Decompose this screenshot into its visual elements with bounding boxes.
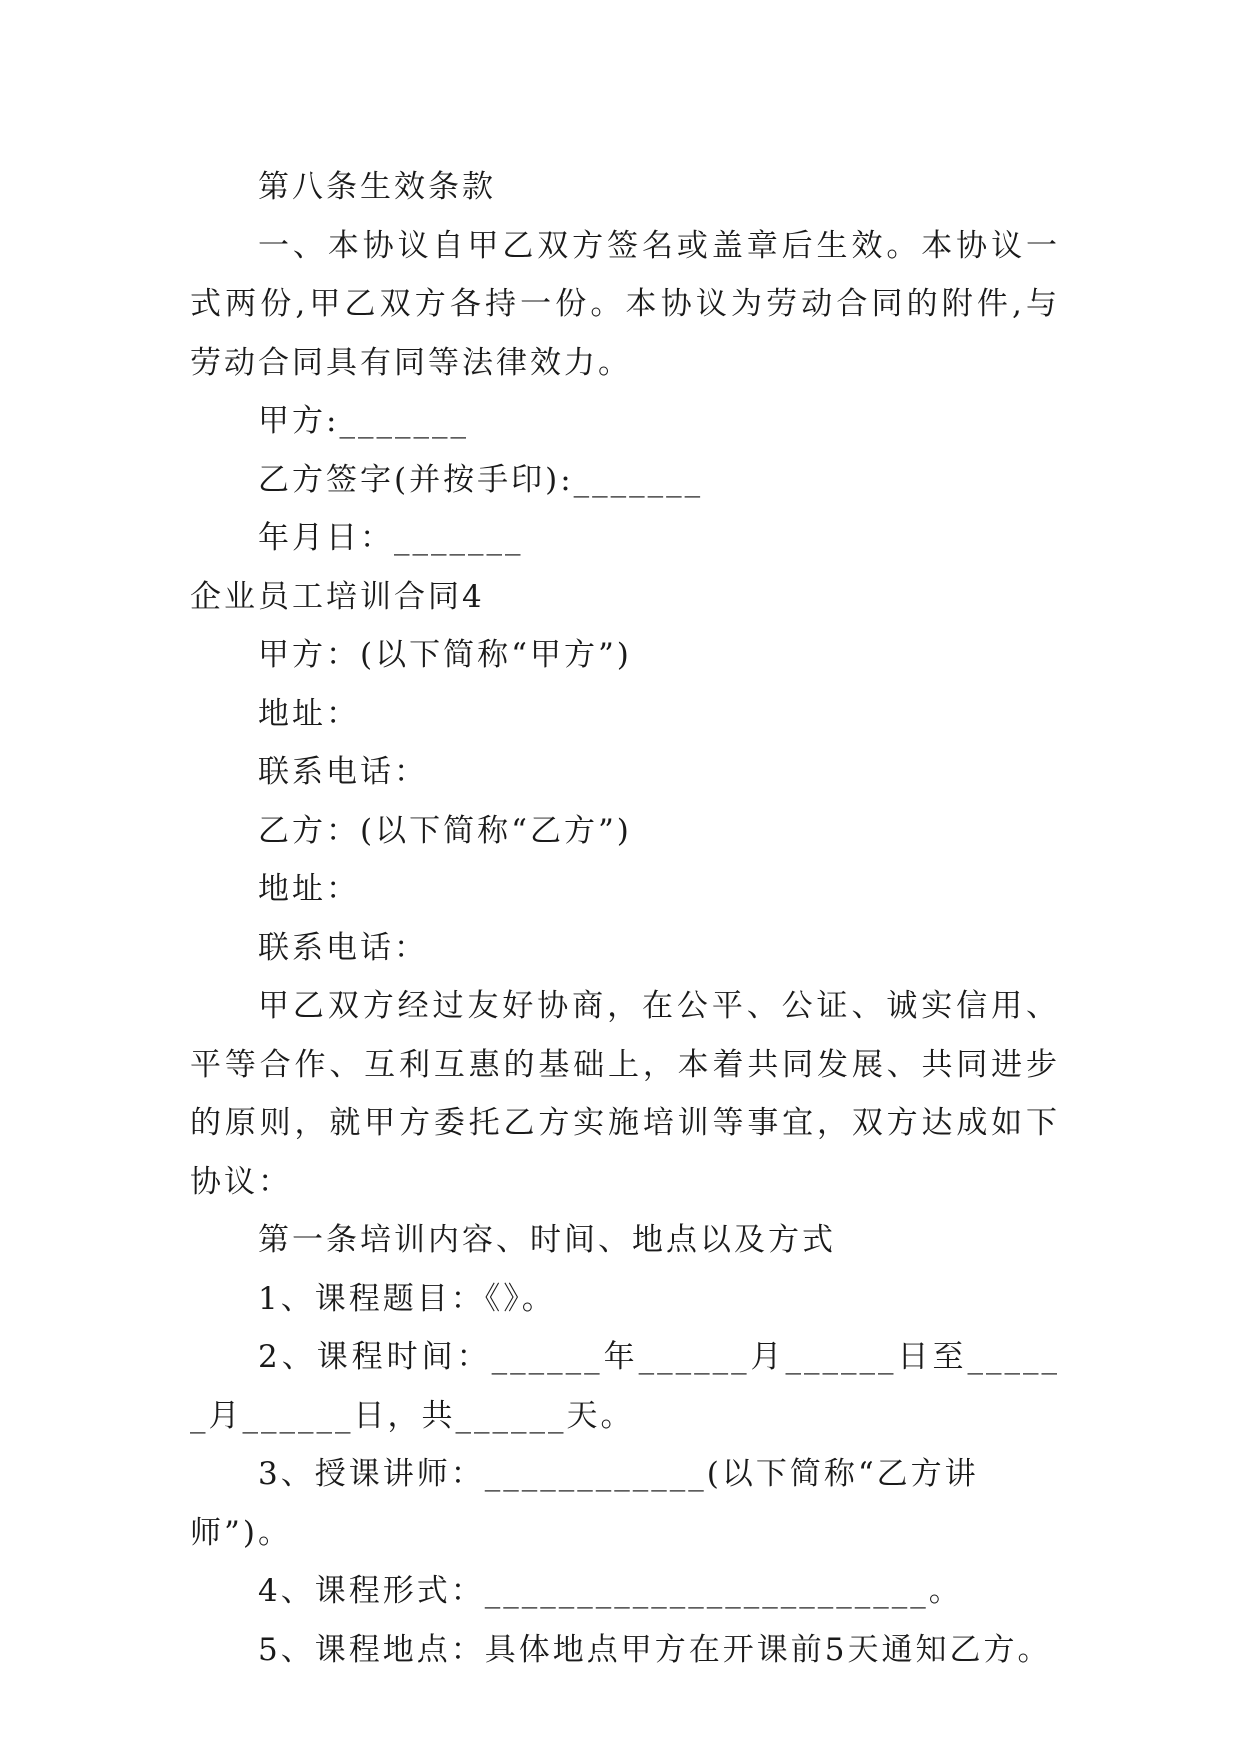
- party-a-address: 地址：: [258, 695, 360, 732]
- course-time-item: 2、课程时间：______年______月______日至______月______日，共______天。: [190, 1339, 1060, 1434]
- party-b-phone: 联系电话：: [258, 929, 428, 966]
- clause-8-heading: 第八条生效条款: [258, 169, 496, 205]
- clause-1-heading: 第一条培训内容、时间、地点以及方式: [258, 1222, 836, 1258]
- party-b-line: 乙方：(以下简称“乙方”): [258, 812, 632, 849]
- preamble-paragraph: 甲乙双方经过友好协商，在公平、公证、诚实信用、平等合作、互利互惠的基础上，本着共同发展、共同进步的原则，就甲方委托乙方实施培训等事宜，双方达成如下协议：: [190, 988, 1060, 1200]
- party-a-phone: 联系电话：: [258, 754, 428, 790]
- course-format-item: 4、课程形式：________________________。: [258, 1573, 963, 1609]
- party-b-address: 地址：: [258, 871, 360, 907]
- document-body: [190, 158, 1060, 1679]
- party-a-signature-line: 甲方:_______: [258, 403, 469, 439]
- instructor-item: 3、授课讲师：____________(以下简称“乙方讲师”)。: [190, 1456, 979, 1551]
- course-location-item: 5、课程地点：具体地点甲方在开课前5天通知乙方。: [258, 1631, 1052, 1668]
- party-b-signature-line: 乙方签字(并按手印):_______: [258, 461, 704, 498]
- contract-title: 企业员工培训合同4: [190, 578, 485, 615]
- clause-8-item-1: 一、本协议自甲乙双方签名或盖章后生效。本协议一式两份,甲乙双方各持一份。本协议为劳动合同的附件,与劳动合同具有同等法律效力。: [190, 227, 1060, 381]
- party-a-line: 甲方：(以下简称“甲方”): [258, 637, 632, 673]
- date-line: 年月日：_______: [258, 520, 524, 556]
- course-title-item: 1、课程题目：《》。: [258, 1280, 556, 1317]
